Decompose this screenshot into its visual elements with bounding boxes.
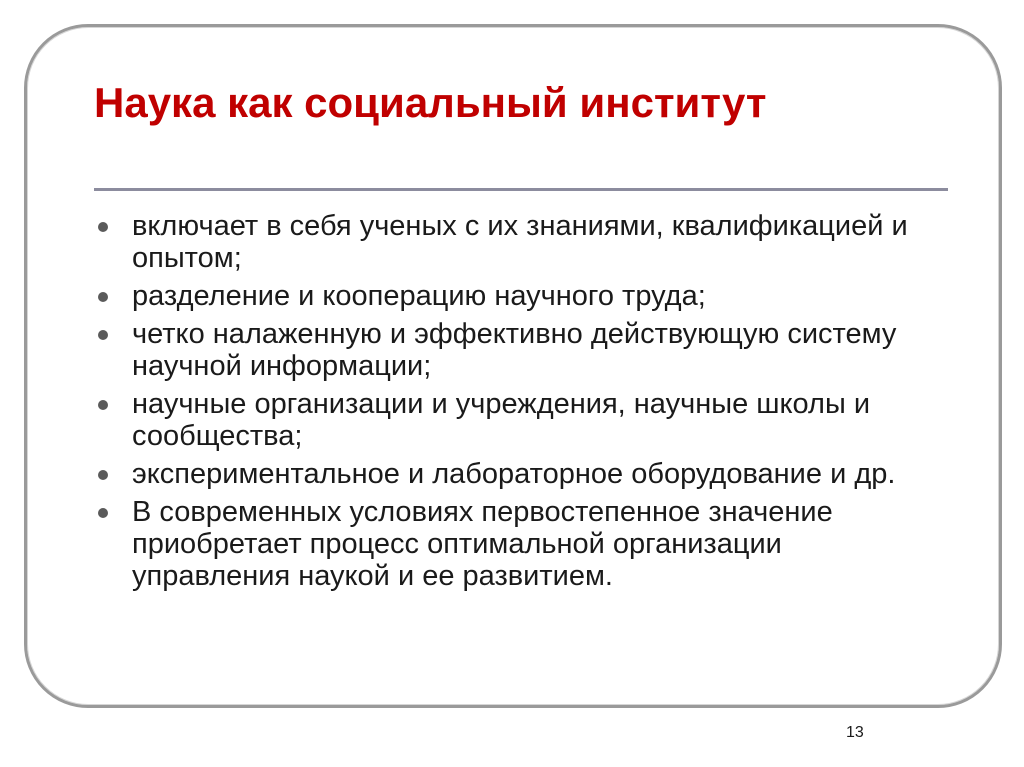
bullet-item xyxy=(94,388,944,452)
bullet-text: экспериментальное и лабораторное оборудование и др. xyxy=(132,458,896,490)
bullet-dot-icon xyxy=(98,292,108,302)
bullet-dot-icon xyxy=(98,330,108,340)
bullet-item xyxy=(94,210,944,274)
bullet-text: научные организации и учреждения, научные школы и сообщества; xyxy=(132,388,871,452)
bullet-list xyxy=(94,210,944,598)
bullet-item xyxy=(94,458,944,490)
bullet-item xyxy=(94,318,944,382)
slide-title: Наука как социальный институт xyxy=(94,79,767,126)
bullet-dot-icon xyxy=(98,470,108,480)
title-divider xyxy=(94,188,948,191)
bullet-dot-icon xyxy=(98,508,108,518)
bullet-text: В современных условиях первостепенное значение приобретает процесс оптимальной организации управления наукой и ее развитием. xyxy=(132,496,833,592)
bullet-text: разделение и кооперацию научного труда; xyxy=(132,280,706,312)
bullet-item xyxy=(94,496,944,592)
bullet-text: включает в себя ученых с их знаниями, квалификацией и опытом; xyxy=(132,210,908,274)
bullet-dot-icon xyxy=(98,400,108,410)
page-number: 13 xyxy=(846,724,864,741)
bullet-text: четко налаженную и эффективно действующую систему научной информации; xyxy=(132,318,897,382)
bullet-item xyxy=(94,280,944,312)
bullet-dot-icon xyxy=(98,222,108,232)
